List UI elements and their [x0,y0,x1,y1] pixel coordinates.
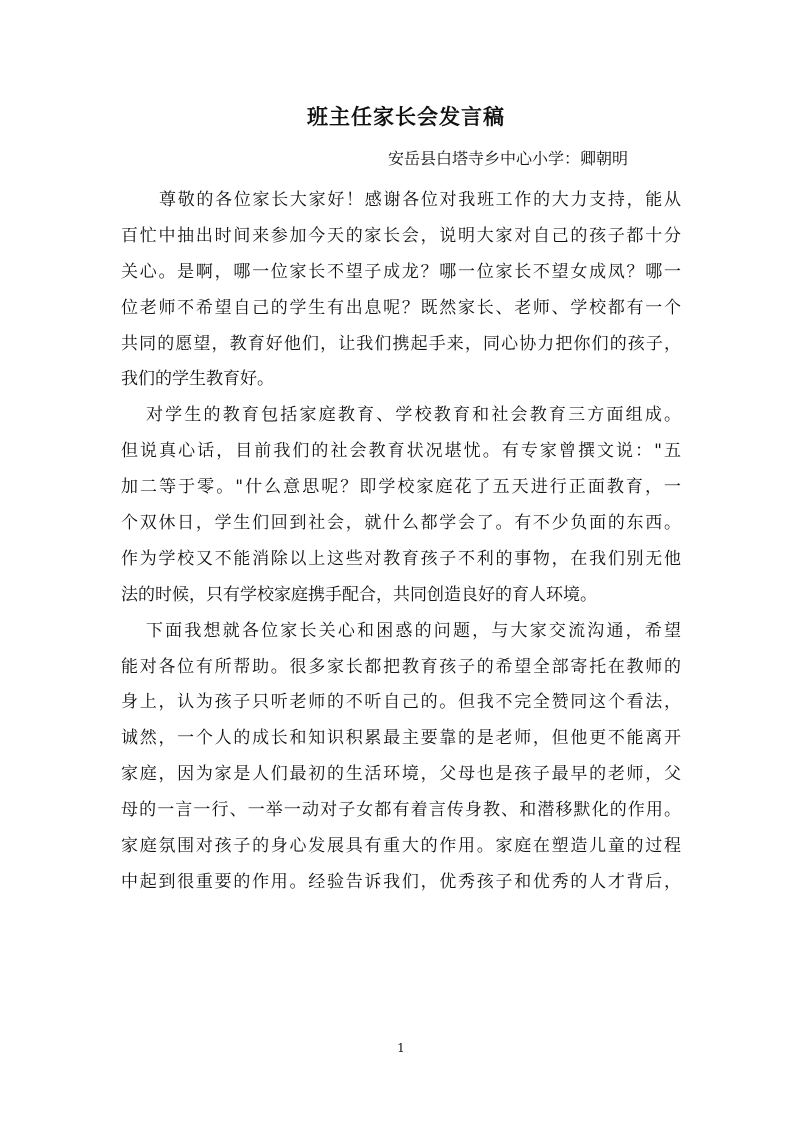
paragraph-line: 对学生的教育包括家庭教育、学校教育和社会教育三方面组成。 [146,405,681,426]
paragraph-line: 家庭氛围对孩子的身心发展具有重大的作用。家庭在塑造儿童的过程 [121,836,681,857]
paragraph-line: 我们的学生教育好。 [121,369,274,390]
paragraph-line: 诚然，一个人的成长和知识积累最主要靠的是老师，但他更不能离开 [121,728,681,749]
author-line: 安岳县白塔寺乡中心小学：卿朝明 [388,149,629,168]
paragraph-line: 共同的愿望，教育好他们，让我们携起手来，同心协力把你们的孩子， [121,333,681,354]
page-number: 1 [397,1041,405,1055]
paragraph-line: 位老师不希望自己的学生有出息呢？既然家长、老师、学校都有一个 [121,297,681,318]
paragraph-line: 法的时候，只有学校家庭携手配合，共同创造良好的育人环境。 [121,584,597,605]
paragraph-line: 作为学校又不能消除以上这些对教育孩子不利的事物，在我们别无他 [121,548,681,569]
paragraph-line: 下面我想就各位家长关心和困惑的问题，与大家交流沟通，希望 [146,620,681,641]
paragraph-line: 个双休日，学生们回到社会，就什么都学会了。有不少负面的东西。 [121,513,681,534]
paragraph-line: 身上，认为孩子只听老师的不听自己的。但我不完全赞同这个看法， [121,692,681,713]
paragraph-line: 但说真心话，目前我们的社会教育状况堪忧。有专家曾撰文说："五 [121,441,681,462]
paragraph-line: 尊敬的各位家长大家好！感谢各位对我班工作的大力支持，能从 [159,190,681,210]
paragraph-line: 百忙中抽出时间来参加今天的家长会，说明大家对自己的孩子都十分 [121,225,681,246]
paragraph-line: 母的一言一行、一举一动对子女都有着言传身教、和潜移默化的作用。 [121,800,681,821]
paragraph-line: 中起到很重要的作用。经验告诉我们，优秀孩子和优秀的人才背后， [121,871,681,892]
document-body [121,183,681,901]
document-title: 班主任家长会发言稿 [307,104,505,129]
paragraph-line: 加二等于零。"什么意思呢？即学校家庭花了五天进行正面教育，一 [121,477,681,498]
paragraph-line: 关心。是啊，哪一位家长不望子成龙？哪一位家长不望女成凤？哪一 [121,261,681,282]
paragraph-line: 家庭，因为家是人们最初的生活环境，父母也是孩子最早的老师，父 [121,764,681,785]
paragraph-line: 能对各位有所帮助。很多家长都把教育孩子的希望全部寄托在教师的 [121,656,681,677]
